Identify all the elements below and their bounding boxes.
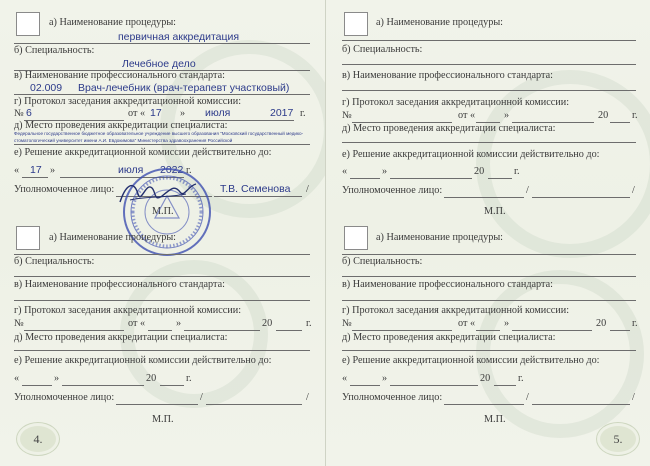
valid-month: июля <box>118 164 144 176</box>
specialty-label: б) Специальность: <box>14 45 95 56</box>
protocol-year: 2017 <box>270 107 294 119</box>
protocol-month: июля <box>205 107 231 119</box>
place-value-line1: Федеральное государственное бюджетное образовательное учреждение высшего образования "Московский государственный медико- <box>14 131 304 136</box>
authorized-label: Уполномоченное лицо: <box>14 184 115 195</box>
standard-name: Врач-лечебник (врач-терапевт участковый) <box>78 82 290 94</box>
specialty-value: Лечебное дело <box>122 58 196 70</box>
protocol-number: 6 <box>26 107 32 119</box>
accreditation-record-2: а) Наименование процедуры: б) Специальность: в) Наименование профессионального стандарта: г) Протокол заседания аккредитационной комиссии: № от « » 20 г. д) Место проведения аккредитации специалиста: е) Решение аккредитационной комиссии действительно до: « » 20 г. Уполномоченное лицо: / / М.П. <box>326 0 650 233</box>
procedure-checkbox[interactable] <box>16 12 40 36</box>
protocol-label: г) Протокол заседания аккредитационной комиссии: <box>14 96 242 107</box>
valid-day: 17 <box>30 164 42 176</box>
procedure-checkbox[interactable] <box>16 226 40 250</box>
place-label: д) Место проведения аккредитации специалиста: <box>14 120 228 131</box>
protocol-day: 17 <box>150 107 162 119</box>
page-number-right: 5. <box>600 426 636 452</box>
authorized-person: Т.В. Семенова <box>220 183 291 195</box>
accreditation-record-1: а) Наименование процедуры: первичная аккредитация б) Специальность: Лечебное дело в) Наименование профессионального стандарта: 02.009 Врач-лечебник (врач-терапевт участковый) г) Протокол заседания аккредитационной комиссии: № 6 от « 17 » июля 2017 г. д) Место проведения аккредитации специалиста: Федеральное государственное бюджетное образовательное учреждение высшего образования "Московский государственный медико- стоматологический университет имени А.И. Евдокимова" Министерства здравоохранения Российской е) Решение аккредитационной комиссии действительно до: « 17 » июля 2022 г. Уполномоченное лицо: Т.В. Семенова / М.П. <box>0 0 325 233</box>
procedure-checkbox[interactable] <box>344 12 368 36</box>
signature <box>116 176 200 210</box>
procedure-checkbox[interactable] <box>344 226 368 250</box>
valid-year: 2022 <box>160 164 184 176</box>
standard-label: в) Наименование профессионального стандарта: <box>14 70 225 81</box>
right-page <box>325 0 650 466</box>
accreditation-record-4: а) Наименование процедуры: б) Специальность: в) Наименование профессионального стандарта: г) Протокол заседания аккредитационной комиссии: № от « » 20 г. д) Место проведения аккредитации специалиста: е) Решение аккредитационной комиссии действительно до: « » 20 г. Уполномоченное лицо: / / М.П. <box>326 220 650 453</box>
page-number-left: 4. <box>20 426 56 452</box>
procedure-label: а) Наименование процедуры: <box>49 17 177 28</box>
decision-label: е) Решение аккредитационной комиссии действительно до: <box>14 147 272 158</box>
standard-code: 02.009 <box>30 82 63 94</box>
procedure-value: первичная аккредитация <box>118 31 240 43</box>
accreditation-record-3: а) Наименование процедуры: б) Специальность: в) Наименование профессионального стандарта: г) Протокол заседания аккредитационной комиссии: № от « » 20 г. д) Место проведения аккредитации специалиста: е) Решение аккредитационной комиссии действительно до: « » 20 г. Уполномоченное лицо: / / М.П. <box>0 220 325 453</box>
place-value-line2: стоматологический университет имени А.И. Евдокимова" Министерства здравоохранения Российской <box>14 138 233 143</box>
mp-label: М.П. <box>152 206 174 217</box>
